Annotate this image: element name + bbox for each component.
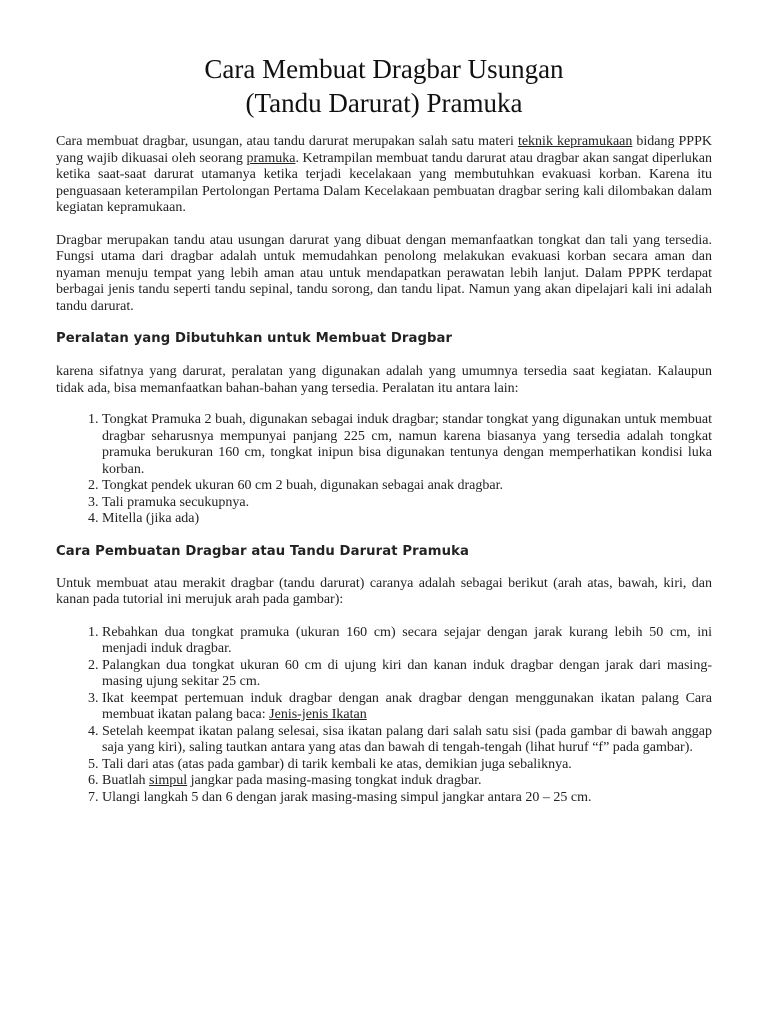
list-item: 7. Ulangi langkah 5 dan 6 dengan jarak masing-masing simpul jangkar antara 20 – 25 cm. [102,790,712,807]
intro-text-2: bidang PPPK yang wajib dikuasai oleh seorang [56,134,712,166]
paragraph-2: Dragbar merupakan tandu atau usungan darurat yang dibuat dengan memanfaatkan tongkat dan tali yang tersedia. Fungsi utama dari dragbar adalah untuk memudahkan penolong melakukan evakuasi korban secara aman dan nyaman menuju tempat yang lebih aman atau untuk mendapatkan perawatan lebih lanjut. Dalam PPPK terdapat berbagai jenis tandu seperti tandu sepinal, tandu sorong, dan tandu lipat. Namun yang akan dipelajari kali ini adalah tandu darurat. [56,232,712,314]
equipment-list [56,412,712,528]
step-3-text: Ikat keempat pertemuan induk dragbar dengan anak dragbar dengan menggunakan ikatan palang Cara membuat ikatan palang baca: [102,690,712,722]
page-title [56,52,712,120]
section1-intro: karena sifatnya yang darurat, peralatan yang digunakan adalah yang umumnya tersedia saat kegiatan. Kalaupun tidak ada, bisa memanfaatkan bahan-bahan yang tersedia. Peralatan itu antara lain: [56,364,712,396]
intro-text-3: . Ketrampilan membuat tandu darurat atau dragbar akan sangat diperlukan ketika saat-saat darurat utamanya ketika terjadi kecelakaan yang membutuhkan evakuasi korban. Karena itu penguasaan keterampilan Pertolongan Pertama Dalam Kecelakaan pembuatan dragbar sering kali dilombakan dalam kegiatan kepramukaan. [56,150,712,215]
list-item: 1. Rebahkan dua tongkat pramuka (ukuran 160 cm) secara sejajar dengan jarak kurang lebih 50 cm, ini menjadi induk dragbar. [102,625,712,658]
intro-paragraph [56,134,712,217]
section2-intro: Untuk membuat atau merakit dragbar (tandu darurat) caranya adalah sebagai berikut (arah atas, bawah, kiri, dan kanan pada tutorial ini merujuk arah pada gambar): [56,575,712,607]
list-item: 4. Mitella (jika ada) [102,511,712,528]
link-jenis-jenis-ikatan[interactable]: Jenis-jenis Ikatan [269,707,367,722]
list-item [102,773,712,790]
steps-list [56,625,712,807]
step-6-text-1: Buatlah [102,773,150,788]
title-line-2: (Tandu Darurat) Pramuka [245,88,523,118]
title-line-1: Cara Membuat Dragbar Usungan [204,54,564,84]
intro-text-1: Cara membuat dragbar, usungan, atau tandu darurat merupakan salah satu materi [56,134,518,149]
section-heading-peralatan: Peralatan yang Dibutuhkan untuk Membuat Dragbar [56,331,453,346]
step-6-text-2: jangkar pada masing-masing tongkat induk dragbar. [187,773,482,788]
list-item: 4. Setelah keempat ikatan palang selesai, sisa ikatan palang dari salah satu sisi (pada gambar di bawah anggap saja yang kiri), saling tautkan antara yang atas dan bawah di tengah-tengah (lihat huruf “f” pada gambar). [102,724,712,757]
list-item: 3. Tali pramuka secukupnya. [102,495,712,512]
list-item: 5. Tali dari atas (atas pada gambar) di tarik kembali ke atas, demikian juga sebaliknya. [102,757,712,774]
list-item [102,691,712,724]
list-item: 1. Tongkat Pramuka 2 buah, digunakan sebagai induk dragbar; standar tongkat yang digunakan untuk membuat dragbar seharusnya mempunyai panjang 225 cm, namun karena biasanya yang tersedia adalah tongkat pramuka berukuran 160 cm, tongkat inipun bisa digunakan tentunya dengan memperhatikan kondisi luka korban. [102,412,712,478]
list-item: 2. Palangkan dua tongkat ukuran 60 cm di ujung kiri dan kanan induk dragbar dengan jarak dari masing-masing ujung sekitar 25 cm. [102,658,712,691]
link-teknik-kepramukaan[interactable]: teknik kepramukaan [517,134,633,149]
list-item: 2. Tongkat pendek ukuran 60 cm 2 buah, digunakan sebagai anak dragbar. [102,478,712,495]
link-simpul[interactable]: simpul [149,773,188,788]
link-pramuka[interactable]: pramuka [246,150,296,166]
section-heading-cara-pembuatan: Cara Pembuatan Dragbar atau Tandu Darurat Pramuka [56,543,469,559]
